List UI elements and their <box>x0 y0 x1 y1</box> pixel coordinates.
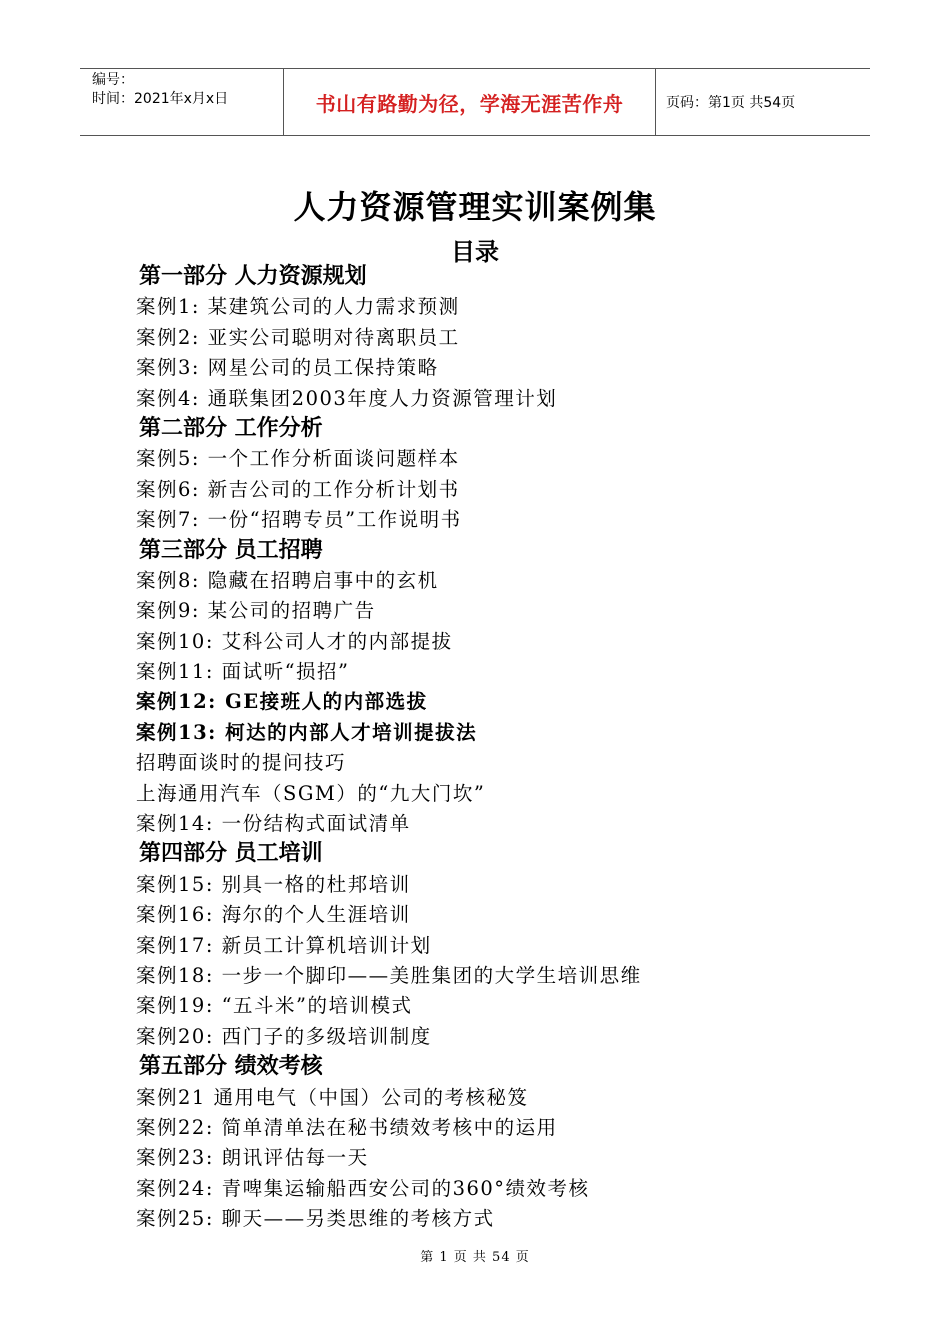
toc-entry: 招聘面谈时的提问技巧 <box>136 751 347 775</box>
header-number: 编号： <box>92 72 134 88</box>
toc-section-heading: 第五部分 绩效考核 <box>139 1054 323 1080</box>
toc-entry: 案例22: 简单清单法在秘书绩效考核中的运用 <box>136 1115 558 1139</box>
toc-entry: 案例10: 艾科公司人才的内部提拔 <box>136 629 453 653</box>
toc-entry: 案例3: 网星公司的员工保持策略 <box>136 356 439 380</box>
toc-entry: 案例2: 亚实公司聪明对待离职员工 <box>136 325 460 349</box>
table-of-contents <box>136 262 856 1235</box>
toc-entry: 案例4: 通联集团2003年度人力资源管理计划 <box>136 386 558 410</box>
toc-entry: 案例13: 柯达的内部人才培训提拔法 <box>136 720 478 744</box>
toc-section-heading: 第一部分 人力资源规划 <box>139 264 367 289</box>
header-motto: 书山有路勤为径，学海无涯苦作舟 <box>315 91 624 116</box>
toc-entry: 案例1: 某建筑公司的人力需求预测 <box>136 295 460 319</box>
toc-section-heading: 第三部分 员工招聘 <box>139 537 323 563</box>
toc-heading: 目录 <box>451 238 499 266</box>
toc-section-heading: 第二部分 工作分析 <box>139 415 323 441</box>
toc-entry: 案例8: 隐藏在招聘启事中的玄机 <box>136 568 439 592</box>
header-meta <box>80 69 283 135</box>
page-footer: 第 1 页 共 54 页 <box>420 1250 530 1265</box>
toc-entry: 案例5: 一个工作分析面谈问题样本 <box>136 447 460 471</box>
toc-section-heading: 第四部分 员工培训 <box>139 841 323 867</box>
document-title: 人力资源管理实训案例集 <box>293 188 657 226</box>
toc-entry: 案例21 通用电气（中国）公司的考核秘笈 <box>136 1085 529 1109</box>
toc-entry: 案例6: 新吉公司的工作分析计划书 <box>136 477 460 501</box>
toc-entry: 案例7: 一份“招聘专员”工作说明书 <box>136 508 462 532</box>
header-time: 时间：2021年x月x日 <box>92 91 229 107</box>
toc-entry: 案例15: 别具一格的杜邦培训 <box>136 872 411 896</box>
toc-entry: 案例9: 某公司的招聘广告 <box>136 599 376 623</box>
toc-entry: 案例19: “五斗米”的培训模式 <box>136 994 413 1018</box>
toc-entry: 案例20: 西门子的多级培训制度 <box>136 1024 432 1048</box>
toc-entry: 案例16: 海尔的个人生涯培训 <box>136 903 411 927</box>
toc-entry: 案例24: 青啤集运输船西安公司的360°绩效考核 <box>136 1176 590 1200</box>
header-motto-cell <box>283 69 656 135</box>
toc-entry: 案例23: 朗讯评估每一天 <box>136 1146 369 1170</box>
toc-entry: 案例11: 面试听“损招” <box>136 660 350 684</box>
toc-entry: 案例18: 一步一个脚印——美胜集团的大学生培训思维 <box>136 963 642 987</box>
toc-entry: 案例12: GE接班人的内部选拔 <box>136 690 428 714</box>
page-header <box>80 68 870 136</box>
toc-entry: 案例25: 聊天——另类思维的考核方式 <box>136 1207 495 1231</box>
toc-entry: 案例14: 一份结构式面试清单 <box>136 812 411 836</box>
toc-entry: 上海通用汽车（SGM）的“九大门坎” <box>136 781 486 805</box>
toc-entry: 案例17: 新员工计算机培训计划 <box>136 933 432 957</box>
header-page-info: 页码：第1页 共54页 <box>666 95 796 111</box>
